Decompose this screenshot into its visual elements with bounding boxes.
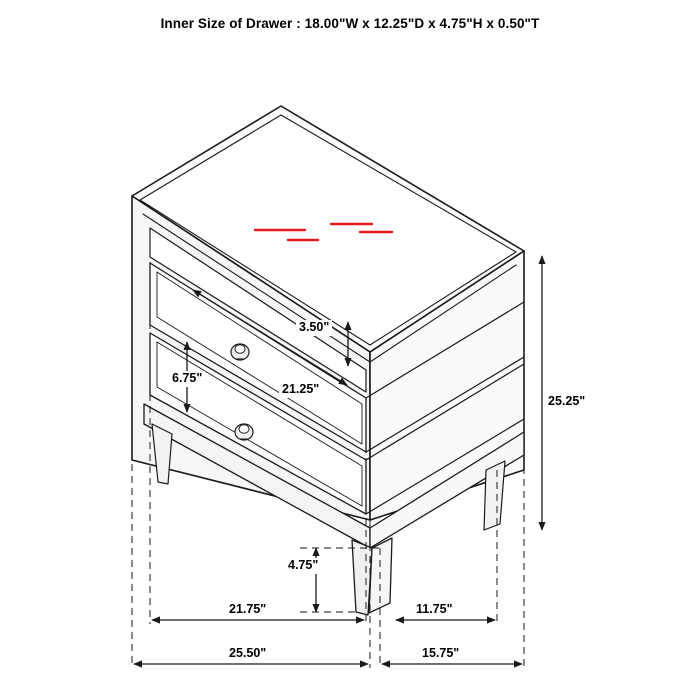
drawer-knob-upper <box>231 344 249 360</box>
page-title: Inner Size of Drawer : 18.00"W x 12.25"D x 4.75"H x 0.50"T <box>160 16 540 31</box>
dim-leg-height: 4.75" <box>285 558 321 574</box>
dim-drawer-lower-height: 6.75" <box>169 371 205 387</box>
dim-overall-depth: 15.75" <box>419 646 462 662</box>
dim-total-height: 25.25" <box>545 394 588 410</box>
drawer-knob-lower <box>235 424 253 440</box>
leg-back-right <box>484 461 505 530</box>
dim-side-depth: 11.75" <box>413 602 456 618</box>
leg-back-left <box>152 424 172 484</box>
dim-front-width: 21.75" <box>226 602 269 618</box>
dim-drawer-width: 21.25" <box>279 382 322 398</box>
dim-overall-width: 25.50" <box>226 646 269 662</box>
dim-drawer-face-height: 3.50" <box>296 320 332 336</box>
